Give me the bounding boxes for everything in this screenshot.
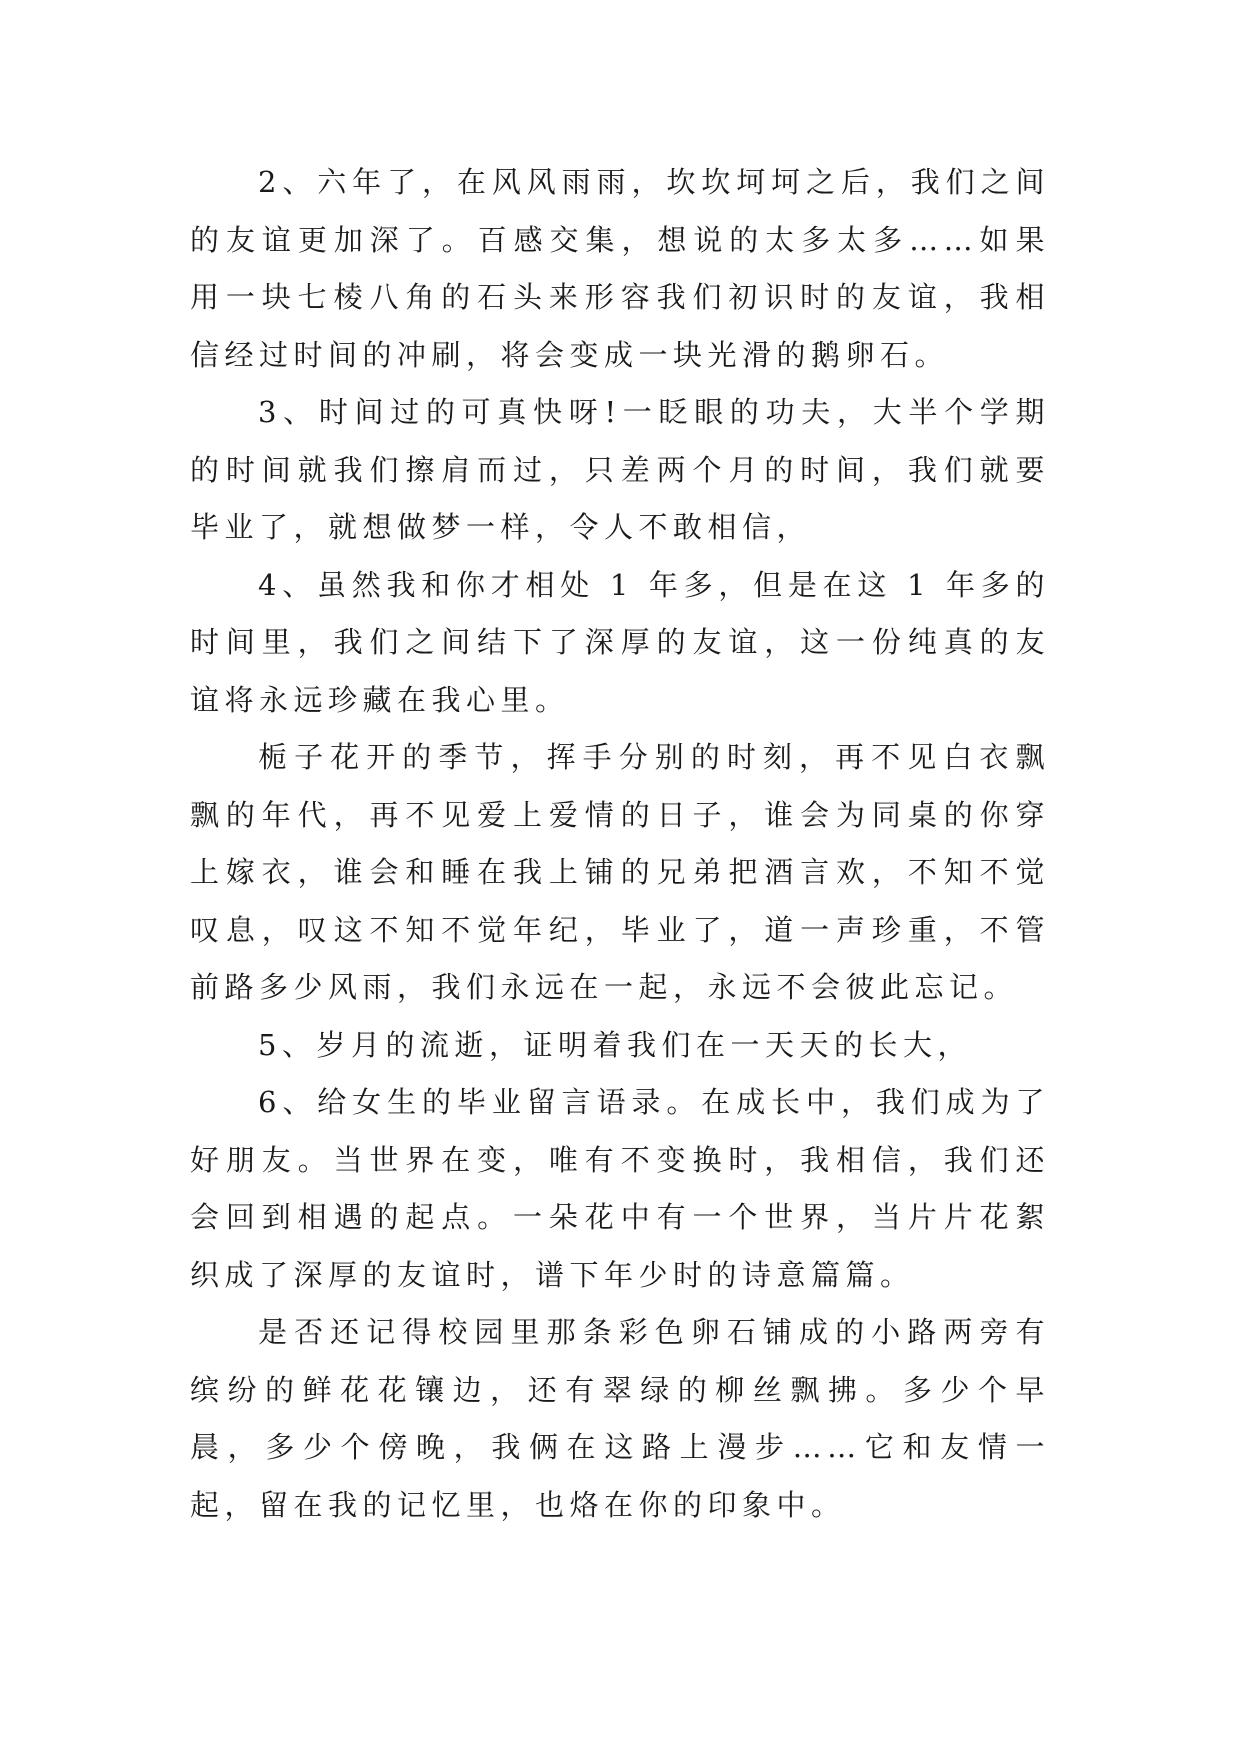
paragraph-campus-path: 是否还记得校园里那条彩色卵石铺成的小路两旁有缤纷的鲜花花镶边，还有翠绿的柳丝飘拂。多少个早晨，多少个傍晚，我俩在这路上漫步……它和友情一起，留在我的记忆里，也烙在你的印象中。 (190, 1315, 1050, 1522)
paragraph-6: 6、给女生的毕业留言语录。在成长中，我们成为了好朋友。当世界在变，唯有不变换时，我相信，我们还会回到相遇的起点。一朵花中有一个世界，当片片花絮织成了深厚的友谊时，谱下年少时的诗意篇篇。 (190, 1085, 1050, 1292)
paragraph-5: 5、岁月的流逝，证明着我们在一天天的长大， (258, 1027, 972, 1062)
paragraph-gardenia: 栀子花开的季节，挥手分别的时刻，再不见白衣飘飘的年代，再不见爱上爱情的日子，谁会为同桌的你穿上嫁衣，谁会和睡在我上铺的兄弟把酒言欢，不知不觉叹息，叹这不知不觉年纪，毕业了，道一声珍重，不管前路多少风雨，我们永远在一起，永远不会彼此忘记。 (190, 740, 1050, 1004)
paragraph-4: 4、虽然我和你才相处 1 年多，但是在这 1 年多的时间里，我们之间结下了深厚的友谊，这一份纯真的友谊将永远珍藏在我心里。 (190, 567, 1050, 717)
paragraph-2: 2、六年了，在风风雨雨，坎坎坷坷之后，我们之间的友谊更加深了。百感交集，想说的太多太多……如果用一块七棱八角的石头来形容我们初识时的友谊，我相信经过时间的冲刷，将会变成一块光滑的鹅卵石。 (190, 165, 1050, 372)
paragraph-3: 3、时间过的可真快呀!一眨眼的功夫，大半个学期的时间就我们擦肩而过，只差两个月的时间，我们就要毕业了，就想做梦一样，令人不敢相信， (190, 395, 1050, 544)
document-body (190, 154, 1050, 1534)
